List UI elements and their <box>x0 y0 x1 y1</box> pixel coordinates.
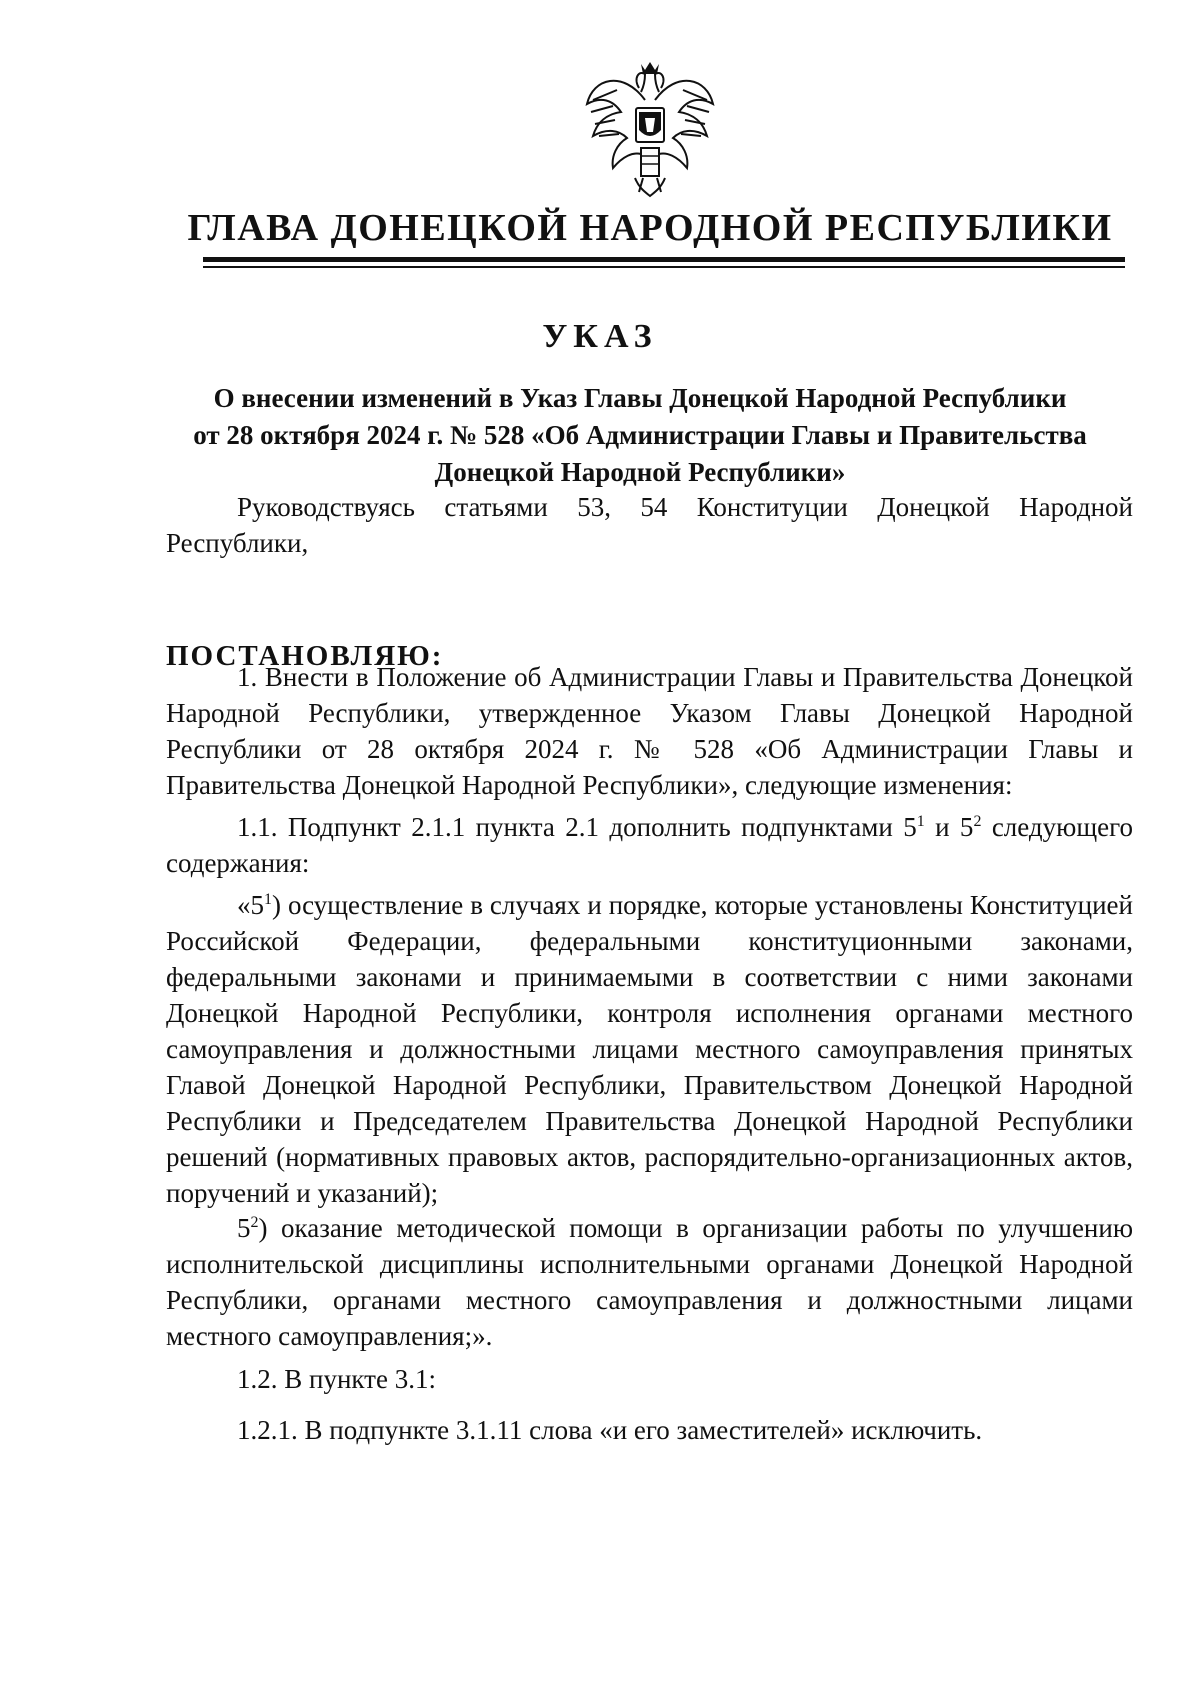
issuer-title: ГЛАВА ДОНЕЦКОЙ НАРОДНОЙ РЕСПУБЛИКИ <box>187 207 1113 249</box>
paragraph-1-2: 1.2. В пункте 3.1: <box>237 1364 436 1394</box>
subpoint-text: ) осуществление в случаях и порядке, которые установлены Конституцией Российской Федерации, федеральными конституционными законами, федеральными законами и принимаемыми в соответствии с ними законами Донецкой Народной Республики, контроля исполнения органами местного самоуправления и должностными лицами местного самоуправления принятых Главой Донецкой Народной Республики, Правительством Донецкой Народной Республики и Председателем Правительства Донецкой Народной Республики решений (нормативных правовых актов, распорядительно-организационных актов, поручений и указаний); <box>166 890 1133 1208</box>
header-rule-thin <box>203 266 1125 268</box>
decree-title-line: Донецкой Народной Республики» <box>434 457 846 487</box>
subpoint-number: «5 <box>237 890 264 920</box>
paragraph-1: 1. Внести в Положение об Администрации Главы и Правительства Донецкой Народной Республики, утвержденное Указом Главы Донецкой Народной Республики от 28 октября 2024 г. № 528 «Об Администрации Главы и Правительства Донецкой Народной Республики», следующие изменения: <box>166 662 1133 800</box>
subpoint-5-1 <box>166 887 1133 1211</box>
paragraph-1-1-text: и 5 <box>924 812 974 842</box>
decree-heading: УКАЗ <box>542 318 658 355</box>
coat-of-arms-icon <box>583 60 717 200</box>
preamble-paragraph: Руководствуясь статьями 53, 54 Конституции Донецкой Народной Республики, <box>166 492 1133 558</box>
paragraph-1-2-1: 1.2.1. В подпункте 3.1.11 слова «и его заместителей» исключить. <box>237 1415 983 1445</box>
decree-title <box>160 380 1120 491</box>
decree-title-line: от 28 октября 2024 г. № 528 «Об Администрации Главы и Правительства <box>193 420 1087 450</box>
decree-title-line: О внесении изменений в Указ Главы Донецкой Народной Республики <box>213 383 1067 413</box>
paragraph-1-1 <box>166 809 1133 881</box>
superscript: 2 <box>973 813 982 830</box>
subpoint-text: ) оказание методической помощи в организации работы по улучшению исполнительской дисциплины исполнительными органами Донецкой Народной Республики, органами местного самоуправления и должностными лицами местного самоуправления;». <box>166 1213 1133 1351</box>
paragraph-1-1-text: следующего содержания: <box>166 812 1133 878</box>
superscript: 1 <box>264 891 272 908</box>
subpoint-number: 5 <box>237 1213 251 1243</box>
header-rule-thick <box>203 257 1125 262</box>
superscript: 2 <box>250 1214 259 1231</box>
subpoint-5-2 <box>166 1210 1133 1354</box>
superscript: 1 <box>916 813 925 830</box>
resolve-heading: ПОСТАНОВЛЯЮ: <box>166 640 444 672</box>
paragraph-1-1-text: 1.1. Подпункт 2.1.1 пункта 2.1 дополнить подпунктами 5 <box>237 812 917 842</box>
